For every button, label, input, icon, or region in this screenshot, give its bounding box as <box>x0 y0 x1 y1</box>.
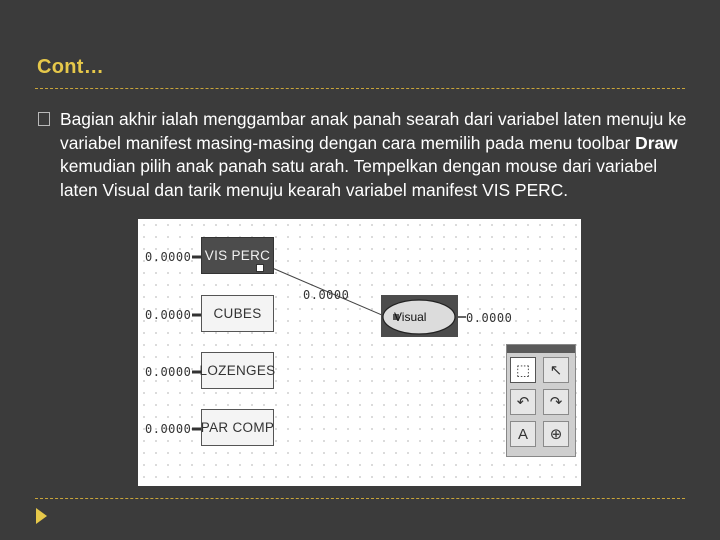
body-text-lead: Bagian akhir ialah menggambar anak panah searah dari variabel laten menuju ke variabel manifest masing-masing dengan cara memilih pada menu toolbar <box>60 109 687 153</box>
error-value-vis-perc: 0.0000 <box>145 250 192 264</box>
text-icon[interactable]: A <box>510 421 536 447</box>
manifest-label-par-comp: PAR COMP <box>200 420 275 435</box>
error-value-cubes: 0.0000 <box>145 308 192 322</box>
bullet-marker <box>38 112 50 126</box>
zoom-icon[interactable]: ⊕ <box>543 421 569 447</box>
error-value-par-comp: 0.0000 <box>145 422 192 436</box>
manifest-box-par-comp[interactable] <box>201 409 274 446</box>
toolbox-titlebar[interactable] <box>507 345 575 353</box>
select-rectangle-icon[interactable]: ⬚ <box>510 357 536 383</box>
manifest-box-lozenges[interactable] <box>201 352 274 389</box>
manifest-label-vis-perc: VIS PERC <box>204 248 271 263</box>
slide-body-text <box>60 108 688 202</box>
undo-icon[interactable]: ↶ <box>510 389 536 415</box>
latent-variance-value: 0.0000 <box>466 311 513 325</box>
manifest-label-lozenges: LOZENGES <box>199 363 276 378</box>
manifest-label-cubes: CUBES <box>213 306 262 321</box>
draw-arrow-icon[interactable]: ↖ <box>543 357 569 383</box>
redo-icon[interactable]: ↷ <box>543 389 569 415</box>
body-text-bold: Draw <box>635 132 678 153</box>
body-text-tail: kemudian pilih anak panah satu arah. Tempelkan dengan mouse dari variabel laten Visual dan tarik menuju kearah variabel manifest VIS PERC. <box>60 156 658 200</box>
path-value: 0.0000 <box>303 288 350 302</box>
bottom-divider <box>35 498 685 499</box>
draw-toolbox <box>506 344 576 457</box>
amos-diagram-screenshot <box>138 219 581 486</box>
manifest-vis-perc-handle <box>256 264 264 272</box>
slide-title: Cont… <box>37 56 105 78</box>
error-value-lozenges: 0.0000 <box>145 365 192 379</box>
title-divider <box>35 88 685 89</box>
next-slide-arrow-icon[interactable] <box>36 508 47 524</box>
manifest-box-cubes[interactable] <box>201 295 274 332</box>
latent-label-visual: Visual <box>394 310 427 324</box>
